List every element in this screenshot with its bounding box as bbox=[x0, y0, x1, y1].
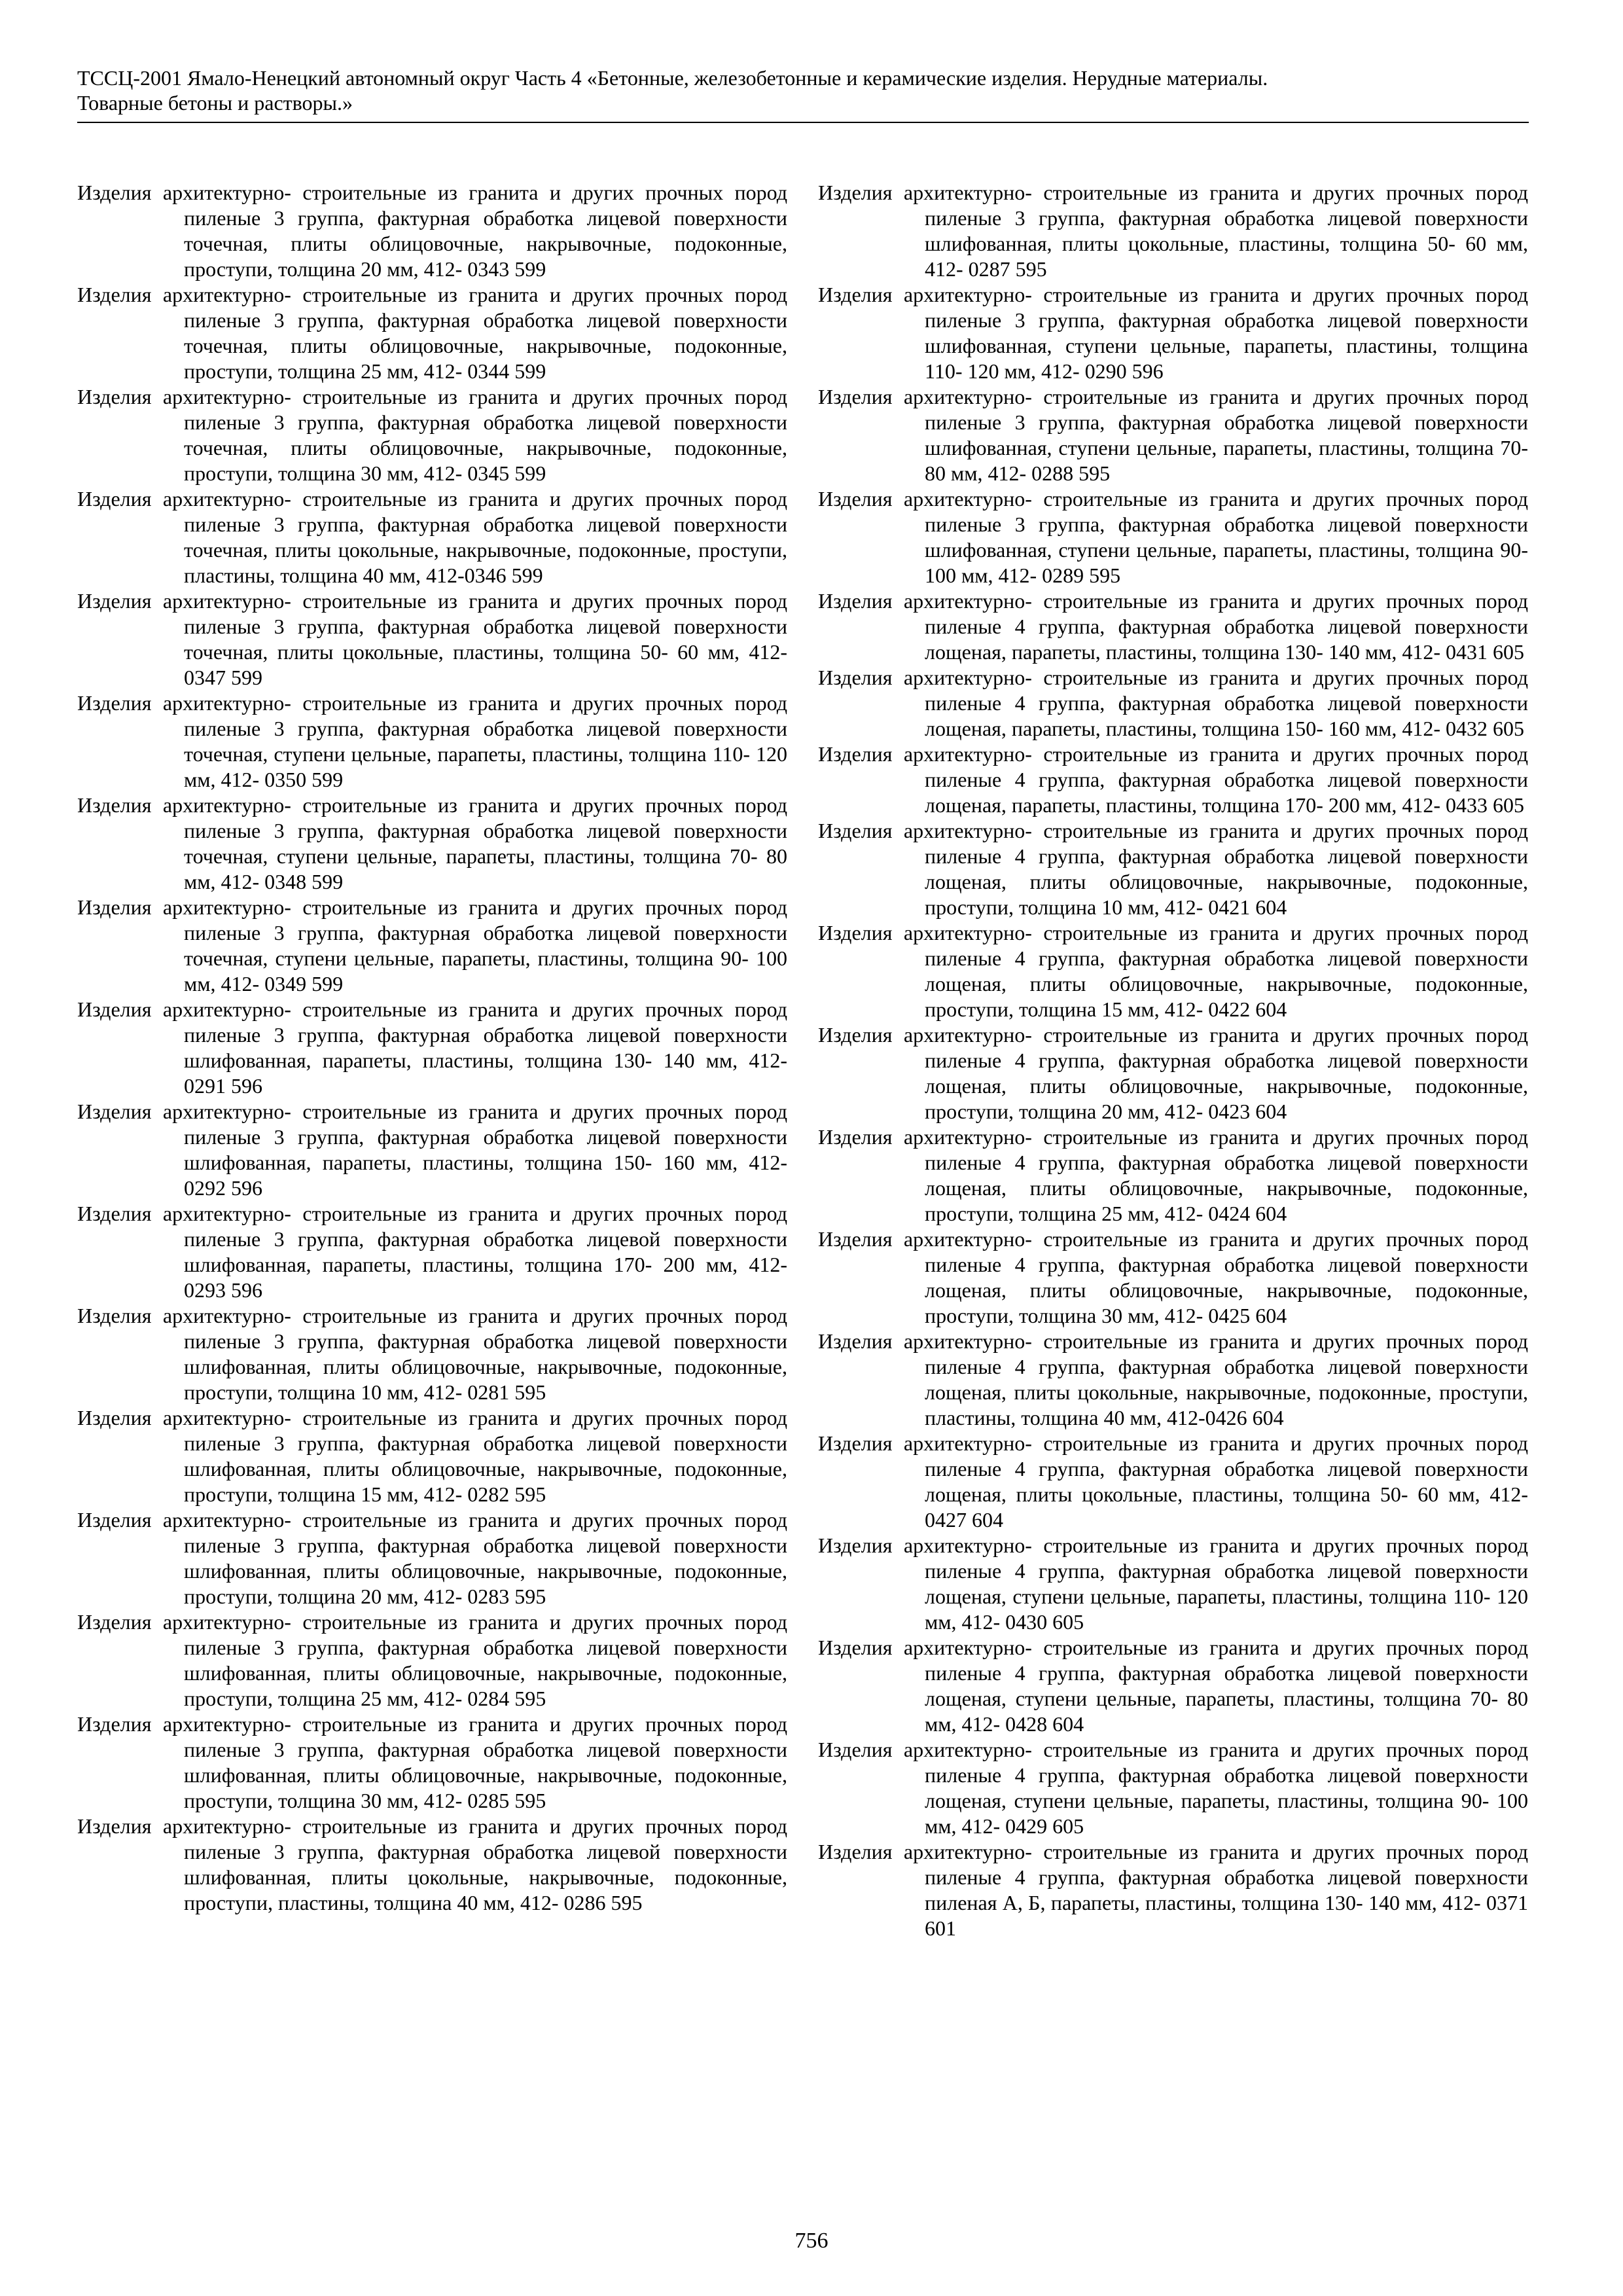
entry-page: 605 bbox=[1052, 1814, 1084, 1838]
index-entry bbox=[818, 384, 1528, 486]
entry-page: 595 bbox=[514, 1380, 546, 1404]
header-rule bbox=[77, 122, 1529, 123]
index-entry bbox=[818, 486, 1528, 588]
entry-text: Изделия архитектурно- строительные из гранита и других прочных пород пиленые 3 группа, фактурная обработка лицевой поверхности шлифованная, парапеты, пластины, толщина 170- 200 мм, 412- 0293 bbox=[77, 1202, 787, 1302]
entry-page: 605 bbox=[1052, 1610, 1084, 1634]
entry-page: 599 bbox=[312, 972, 344, 996]
entry-text: Изделия архитектурно- строительные из гранита и других прочных пород пиленые 3 группа, фактурная обработка лицевой поверхности шлифованная, ступени цельные, парапеты, пластины, толщина 70- 80 мм, 412- 0288 bbox=[818, 385, 1528, 485]
index-entry bbox=[818, 1431, 1528, 1533]
index-entry bbox=[818, 588, 1528, 665]
entry-page: 599 bbox=[231, 666, 262, 689]
entry-text: Изделия архитектурно- строительные из гранита и других прочных пород пиленые 3 группа, фактурная обработка лицевой поверхности точечная, ступени цельные, парапеты, пластины, толщина 70- 80 мм, 412- 0348 bbox=[77, 793, 787, 893]
entry-text: Изделия архитектурно- строительные из гранита и других прочных пород пиленые 3 группа, фактурная обработка лицевой поверхности шлифованная, плиты облицовочные, накрывочные, подоконные, проступи, толщина 25 мм, 412- 0284 bbox=[77, 1610, 787, 1710]
index-entry bbox=[818, 742, 1528, 818]
index-entry bbox=[77, 793, 787, 895]
entry-page: 599 bbox=[511, 564, 543, 587]
entry-page: 596 bbox=[231, 1074, 262, 1098]
entry-text: Изделия архитектурно- строительные из гранита и других прочных пород пиленые 3 группа, фактурная обработка лицевой поверхности точечная, плиты цокольные, пластины, толщина 50- 60 мм, 412- 0347 bbox=[77, 589, 787, 689]
index-entry bbox=[818, 1329, 1528, 1431]
index-entry bbox=[818, 818, 1528, 920]
entry-text: Изделия архитектурно- строительные из гранита и других прочных пород пиленые 4 группа, фактурная обработка лицевой поверхности лощеная, ступени цельные, парапеты, пластины, толщина 70- 80 мм, 412- 0428 bbox=[818, 1636, 1528, 1736]
header-line-2: Товарные бетоны и растворы.» bbox=[77, 91, 353, 115]
index-entry bbox=[77, 1201, 787, 1303]
left-column bbox=[77, 180, 787, 1916]
entry-page: 601 bbox=[925, 1916, 956, 1940]
entry-page: 604 bbox=[1255, 1100, 1287, 1123]
index-entry bbox=[77, 1507, 787, 1609]
index-entry bbox=[77, 1303, 787, 1405]
entry-text: Изделия архитектурно- строительные из гранита и других прочных пород пиленые 4 группа, фактурная обработка лицевой поверхности лощеная, плиты облицовочные, накрывочные, подоконные, проступи, толщина 10 мм, 412- 0421 bbox=[818, 819, 1528, 919]
index-entry bbox=[77, 1814, 787, 1916]
index-entry bbox=[77, 486, 787, 588]
index-entry bbox=[818, 180, 1528, 282]
entry-text: Изделия архитектурно- строительные из гранита и других прочных пород пиленые 4 группа, фактурная обработка лицевой поверхности лощеная, плиты облицовочные, накрывочные, подоконные, проступи, толщина 25 мм, 412- 0424 bbox=[818, 1125, 1528, 1225]
entry-text: Изделия архитектурно- строительные из гранита и других прочных пород пиленые 3 группа, фактурная обработка лицевой поверхности шлифованная, парапеты, пластины, толщина 150- 160 мм, 412- 0292 bbox=[77, 1100, 787, 1200]
entry-text: Изделия архитектурно- строительные из гранита и других прочных пород пиленые 4 группа, фактурная обработка лицевой поверхности лощеная, ступени цельные, парапеты, пластины, толщина 110- 120 мм, 412- 0430 bbox=[818, 1534, 1528, 1634]
entry-text: Изделия архитектурно- строительные из гранита и других прочных пород пиленые 4 группа, фактурная обработка лицевой поверхности лощеная, ступени цельные, парапеты, пластины, толщина 90- 100 мм, 412- 0429 bbox=[818, 1738, 1528, 1838]
entry-page: 596 bbox=[231, 1176, 262, 1200]
entry-page: 604 bbox=[1052, 1712, 1084, 1736]
index-entry bbox=[818, 1022, 1528, 1124]
entry-text: Изделия архитектурно- строительные из гранита и других прочных пород пиленые 3 группа, фактурная обработка лицевой поверхности шлифованная, плиты облицовочные, накрывочные, подоконные, проступи, толщина 20 мм, 412- 0283 bbox=[77, 1508, 787, 1608]
entry-page: 595 bbox=[514, 1789, 546, 1812]
index-entry bbox=[77, 282, 787, 384]
entry-page: 599 bbox=[514, 359, 546, 383]
entry-page: 595 bbox=[514, 1482, 546, 1506]
index-entry bbox=[77, 997, 787, 1099]
entry-text: Изделия архитектурно- строительные из гранита и других прочных пород пиленые 3 группа, фактурная обработка лицевой поверхности шлифованная, плиты облицовочные, накрывочные, подоконные, проступи, толщина 15 мм, 412- 0282 bbox=[77, 1406, 787, 1506]
entry-page: 596 bbox=[231, 1278, 262, 1302]
entry-text: Изделия архитектурно- строительные из гранита и других прочных пород пиленые 3 группа, фактурная обработка лицевой поверхности шлифованная, парапеты, пластины, толщина 130- 140 мм, 412- 0291 bbox=[77, 997, 787, 1098]
entry-text: Изделия архитектурно- строительные из гранита и других прочных пород пиленые 3 группа, фактурная обработка лицевой поверхности точечная, плиты облицовочные, накрывочные, подоконные, проступи, толщина 25 мм, 412- 0344 bbox=[77, 283, 787, 383]
entry-text: Изделия архитектурно- строительные из гранита и других прочных пород пиленые 4 группа, фактурная обработка лицевой поверхности лощеная, плиты облицовочные, накрывочные, подоконные, проступи, толщина 15 мм, 412- 0422 bbox=[818, 921, 1528, 1021]
entry-page: 605 bbox=[1493, 640, 1525, 664]
entry-text: Изделия архитектурно- строительные из гранита и других прочных пород пиленые 3 группа, фактурная обработка лицевой поверхности шлифованная, ступени цельные, парапеты, пластины, толщина 110- 120 мм, 412- 0290 bbox=[818, 283, 1528, 383]
entry-page: 604 bbox=[972, 1508, 1003, 1532]
index-entry bbox=[818, 1737, 1528, 1839]
entry-page: 605 bbox=[1493, 793, 1525, 817]
entry-text: Изделия архитектурно- строительные из гранита и других прочных пород пиленые 4 группа, фактурная обработка лицевой поверхности лощеная, плиты облицовочные, накрывочные, подоконные, проступи, толщина 30 мм, 412- 0425 bbox=[818, 1227, 1528, 1327]
entry-page: 599 bbox=[514, 461, 546, 485]
index-entry bbox=[818, 1227, 1528, 1329]
entry-page: 604 bbox=[1252, 1406, 1284, 1429]
entry-page: 596 bbox=[1132, 359, 1164, 383]
entry-text: Изделия архитектурно- строительные из гранита и других прочных пород пиленые 4 группа, фактурная обработка лицевой поверхности лощеная, парапеты, пластины, толщина 150- 160 мм, 412- 0432 bbox=[818, 666, 1528, 740]
entry-page: 595 bbox=[1089, 564, 1121, 587]
entry-text: Изделия архитектурно- строительные из гранита и других прочных пород пиленые 3 группа, фактурная обработка лицевой поверхности шлифованная, плиты облицовочные, накрывочные, подоконные, проступи, толщина 10 мм, 412- 0281 bbox=[77, 1304, 787, 1404]
index-entry bbox=[77, 1099, 787, 1201]
entry-page: 604 bbox=[1255, 895, 1287, 919]
index-entry bbox=[77, 895, 787, 997]
entry-text: Изделия архитектурно- строительные из гранита и других прочных пород пиленые 3 группа, фактурная обработка лицевой поверхности шлифованная, плиты цокольные, накрывочные, подоконные, проступи, пластины, толщина 40 мм, 412- 0286 bbox=[77, 1814, 787, 1914]
index-entry bbox=[818, 1533, 1528, 1635]
index-entry bbox=[818, 665, 1528, 742]
entry-page: 595 bbox=[1079, 461, 1111, 485]
header-line-1: ТССЦ-2001 Ямало-Ненецкий автономный округ Часть 4 «Бетонные, железобетонные и керамические изделия. Нерудные материалы. bbox=[77, 66, 1268, 90]
entry-text: Изделия архитектурно- строительные из гранита и других прочных пород пиленые 4 группа, фактурная обработка лицевой поверхности лощеная, плиты цокольные, пластины, толщина 50- 60 мм, 412- 0427 bbox=[818, 1431, 1528, 1532]
index-entry bbox=[77, 384, 787, 486]
entry-text: Изделия архитектурно- строительные из гранита и других прочных пород пиленые 3 группа, фактурная обработка лицевой поверхности точечная, плиты облицовочные, накрывочные, подоконные, проступи, толщина 30 мм, 412- 0345 bbox=[77, 385, 787, 485]
right-column bbox=[818, 180, 1528, 1941]
entry-page: 604 bbox=[1255, 1304, 1287, 1327]
entry-text: Изделия архитектурно- строительные из гранита и других прочных пород пиленые 4 группа, фактурная обработка лицевой поверхности лощеная, плиты цокольные, накрывочные, подоконные, проступи, пластины, толщина 40 мм, 412-0426 bbox=[818, 1329, 1528, 1429]
entry-text: Изделия архитектурно- строительные из гранита и других прочных пород пиленые 3 группа, фактурная обработка лицевой поверхности шлифованная, плиты цокольные, пластины, толщина 50- 60 мм, 412- 0287 bbox=[818, 181, 1528, 281]
page-header bbox=[77, 65, 1529, 115]
index-entry bbox=[818, 282, 1528, 384]
entry-text: Изделия архитектурно- строительные из гранита и других прочных пород пиленые 4 группа, фактурная обработка лицевой поверхности пиленая А, Б, парапеты, пластины, толщина 130- 140 мм, 412- 0371 bbox=[818, 1840, 1528, 1914]
entry-page: 605 bbox=[1493, 717, 1525, 740]
index-entry bbox=[77, 1712, 787, 1814]
entry-text: Изделия архитектурно- строительные из гранита и других прочных пород пиленые 4 группа, фактурная обработка лицевой поверхности лощеная, плиты облицовочные, накрывочные, подоконные, проступи, толщина 20 мм, 412- 0423 bbox=[818, 1023, 1528, 1123]
index-entry bbox=[77, 1609, 787, 1712]
entry-page: 604 bbox=[1255, 1202, 1287, 1225]
entry-page: 595 bbox=[514, 1687, 546, 1710]
index-entry bbox=[818, 1839, 1528, 1941]
entry-page: 604 bbox=[1255, 997, 1287, 1021]
index-entry bbox=[818, 1124, 1528, 1227]
entry-page: 595 bbox=[1015, 257, 1047, 281]
entry-page: 599 bbox=[514, 257, 546, 281]
entry-text: Изделия архитектурно- строительные из гранита и других прочных пород пиленые 3 группа, фактурная обработка лицевой поверхности точечная, плиты цокольные, накрывочные, подоконные, проступи, пластины, толщина 40 мм, 412-0346 bbox=[77, 487, 787, 587]
entry-text: Изделия архитектурно- строительные из гранита и других прочных пород пиленые 3 группа, фактурная обработка лицевой поверхности точечная, ступени цельные, парапеты, пластины, толщина 110- 120 мм, 412- 0350 bbox=[77, 691, 787, 791]
entry-text: Изделия архитектурно- строительные из гранита и других прочных пород пиленые 3 группа, фактурная обработка лицевой поверхности шлифованная, плиты облицовочные, накрывочные, подоконные, проступи, толщина 30 мм, 412- 0285 bbox=[77, 1712, 787, 1812]
entry-page: 595 bbox=[514, 1585, 546, 1608]
entry-text: Изделия архитектурно- строительные из гранита и других прочных пород пиленые 4 группа, фактурная обработка лицевой поверхности лощеная, парапеты, пластины, толщина 170- 200 мм, 412- 0433 bbox=[818, 742, 1528, 817]
index-entry bbox=[77, 180, 787, 282]
entry-text: Изделия архитектурно- строительные из гранита и других прочных пород пиленые 3 группа, фактурная обработка лицевой поверхности точечная, ступени цельные, парапеты, пластины, толщина 90- 100 мм, 412- 0349 bbox=[77, 895, 787, 996]
entry-page: 599 bbox=[312, 768, 344, 791]
entry-page: 595 bbox=[611, 1891, 643, 1914]
index-entry bbox=[77, 691, 787, 793]
entry-text: Изделия архитектурно- строительные из гранита и других прочных пород пиленые 4 группа, фактурная обработка лицевой поверхности лощеная, парапеты, пластины, толщина 130- 140 мм, 412- 0431 bbox=[818, 589, 1528, 664]
index-entry bbox=[818, 920, 1528, 1022]
entry-text: Изделия архитектурно- строительные из гранита и других прочных пород пиленые 3 группа, фактурная обработка лицевой поверхности шлифованная, ступени цельные, парапеты, пластины, толщина 90- 100 мм, 412- 0289 bbox=[818, 487, 1528, 587]
page-number: 756 bbox=[794, 2229, 829, 2253]
entry-text: Изделия архитектурно- строительные из гранита и других прочных пород пиленые 3 группа, фактурная обработка лицевой поверхности точечная, плиты облицовочные, накрывочные, подоконные, проступи, толщина 20 мм, 412- 0343 bbox=[77, 181, 787, 281]
entry-page: 599 bbox=[312, 870, 344, 893]
index-entry bbox=[77, 1405, 787, 1507]
index-entry bbox=[818, 1635, 1528, 1737]
index-entry bbox=[77, 588, 787, 691]
